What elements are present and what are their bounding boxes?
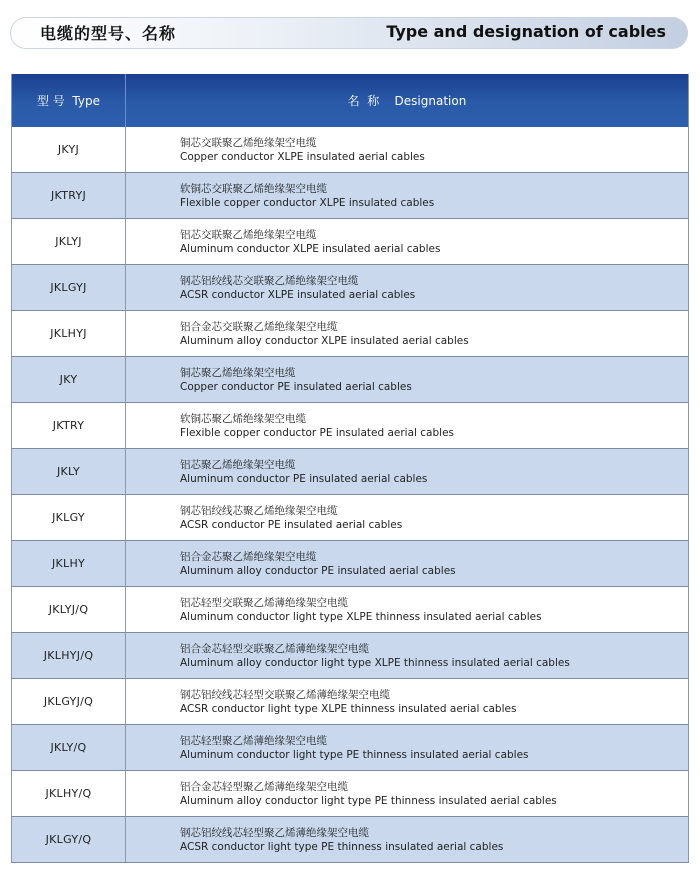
designation-english: ACSR conductor light type PE thinness insulated aerial cables [180,840,504,853]
cell-designation [126,265,689,311]
cell-type: JKLHY [12,541,126,587]
designation-chinese: 铝芯聚乙烯绝缘架空电缆 [180,458,296,471]
designation-english: Aluminum alloy conductor light type PE thinness insulated aerial cables [180,794,557,807]
cell-designation [126,817,689,863]
cell-type: JKTRYJ [12,173,126,219]
cell-designation [126,679,689,725]
cell-designation [126,587,689,633]
cell-type: JKYJ [12,127,126,173]
cell-designation [126,725,689,771]
designation-chinese: 铝芯交联聚乙烯绝缘架空电缆 [180,228,317,241]
cell-type: JKLYJ [12,219,126,265]
designation-chinese: 钢芯铝绞线芯聚乙烯绝缘架空电缆 [180,504,338,517]
designation-english: Aluminum conductor PE insulated aerial cables [180,472,428,485]
designation-chinese: 铝合金芯轻型交联聚乙烯薄绝缘架空电缆 [180,642,369,655]
designation-chinese: 铜芯交联聚乙烯绝缘架空电缆 [180,136,317,149]
table-row [12,679,689,725]
designation-chinese: 软铜芯聚乙烯绝缘架空电缆 [180,412,306,425]
table-row [12,771,689,817]
designation-english: Aluminum alloy conductor PE insulated aerial cables [180,564,456,577]
designation-english: Aluminum alloy conductor light type XLPE thinness insulated aerial cables [180,656,570,669]
designation-english: Aluminum conductor XLPE insulated aerial cables [180,242,441,255]
cell-designation [126,357,689,403]
designation-english: ACSR conductor PE insulated aerial cables [180,518,403,531]
cell-type: JKTRY [12,403,126,449]
designation-english: Aluminum conductor light type XLPE thinness insulated aerial cables [180,610,542,623]
table-row [12,587,689,633]
cell-type: JKLGYJ [12,265,126,311]
section-title-chinese: 电缆的型号、名称 [40,24,177,43]
cell-type: JKLYJ/Q [12,587,126,633]
designation-chinese: 铝合金芯聚乙烯绝缘架空电缆 [180,550,317,563]
cell-designation [126,541,689,587]
section-title-english: Type and designation of cables [386,22,666,41]
column-header-designation: 名 称 Designation [126,74,689,127]
cell-type: JKLGYJ/Q [12,679,126,725]
table-row [12,633,689,679]
designation-chinese: 铝合金芯交联聚乙烯绝缘架空电缆 [180,320,338,333]
designation-english: Flexible copper conductor PE insulated aerial cables [180,426,454,439]
designation-chinese: 钢芯铝绞线芯轻型聚乙烯薄绝缘架空电缆 [180,826,369,839]
designation-chinese: 铝合金芯轻型聚乙烯薄绝缘架空电缆 [180,780,348,793]
column-header-type: 型 号 Type [12,74,126,127]
designation-chinese: 铝芯轻型交联聚乙烯薄绝缘架空电缆 [180,596,348,609]
cell-designation [126,311,689,357]
table-row [12,403,689,449]
cell-designation [126,173,689,219]
designation-english: ACSR conductor XLPE insulated aerial cables [180,288,416,301]
designation-chinese: 软铜芯交联聚乙烯绝缘架空电缆 [180,182,327,195]
table-row [12,817,689,863]
designation-chinese: 铝芯轻型聚乙烯薄绝缘架空电缆 [180,734,327,747]
cell-type: JKLHYJ/Q [12,633,126,679]
cell-type: JKLY [12,449,126,495]
table-row [12,265,689,311]
designation-english: Copper conductor XLPE insulated aerial cables [180,150,425,163]
cell-designation [126,449,689,495]
cell-designation [126,495,689,541]
designation-chinese: 铜芯聚乙烯绝缘架空电缆 [180,366,296,379]
designation-chinese: 钢芯铝绞线芯轻型交联聚乙烯薄绝缘架空电缆 [180,688,390,701]
table-row [12,541,689,587]
cell-designation [126,127,689,173]
designation-english: Aluminum conductor light type PE thinness insulated aerial cables [180,748,529,761]
table-row [12,219,689,265]
designation-chinese: 钢芯铝绞线芯交联聚乙烯绝缘架空电缆 [180,274,359,287]
cell-designation [126,633,689,679]
cell-type: JKY [12,357,126,403]
cell-type: JKLHYJ [12,311,126,357]
table-row [12,725,689,771]
table-row [12,173,689,219]
cable-types-table [11,74,689,863]
cell-type: JKLGY [12,495,126,541]
designation-english: ACSR conductor light type XLPE thinness insulated aerial cables [180,702,517,715]
table-header-row [12,74,689,127]
designation-english: Flexible copper conductor XLPE insulated cables [180,196,435,209]
table-row [12,127,689,173]
designation-english: Aluminum alloy conductor XLPE insulated aerial cables [180,334,469,347]
table-row [12,311,689,357]
section-title-bar [10,17,688,49]
table-row [12,357,689,403]
table-row [12,449,689,495]
cell-designation [126,219,689,265]
table-row [12,495,689,541]
cell-type: JKLY/Q [12,725,126,771]
cell-designation [126,403,689,449]
cell-type: JKLHY/Q [12,771,126,817]
cell-type: JKLGY/Q [12,817,126,863]
cell-designation [126,771,689,817]
designation-english: Copper conductor PE insulated aerial cables [180,380,412,393]
